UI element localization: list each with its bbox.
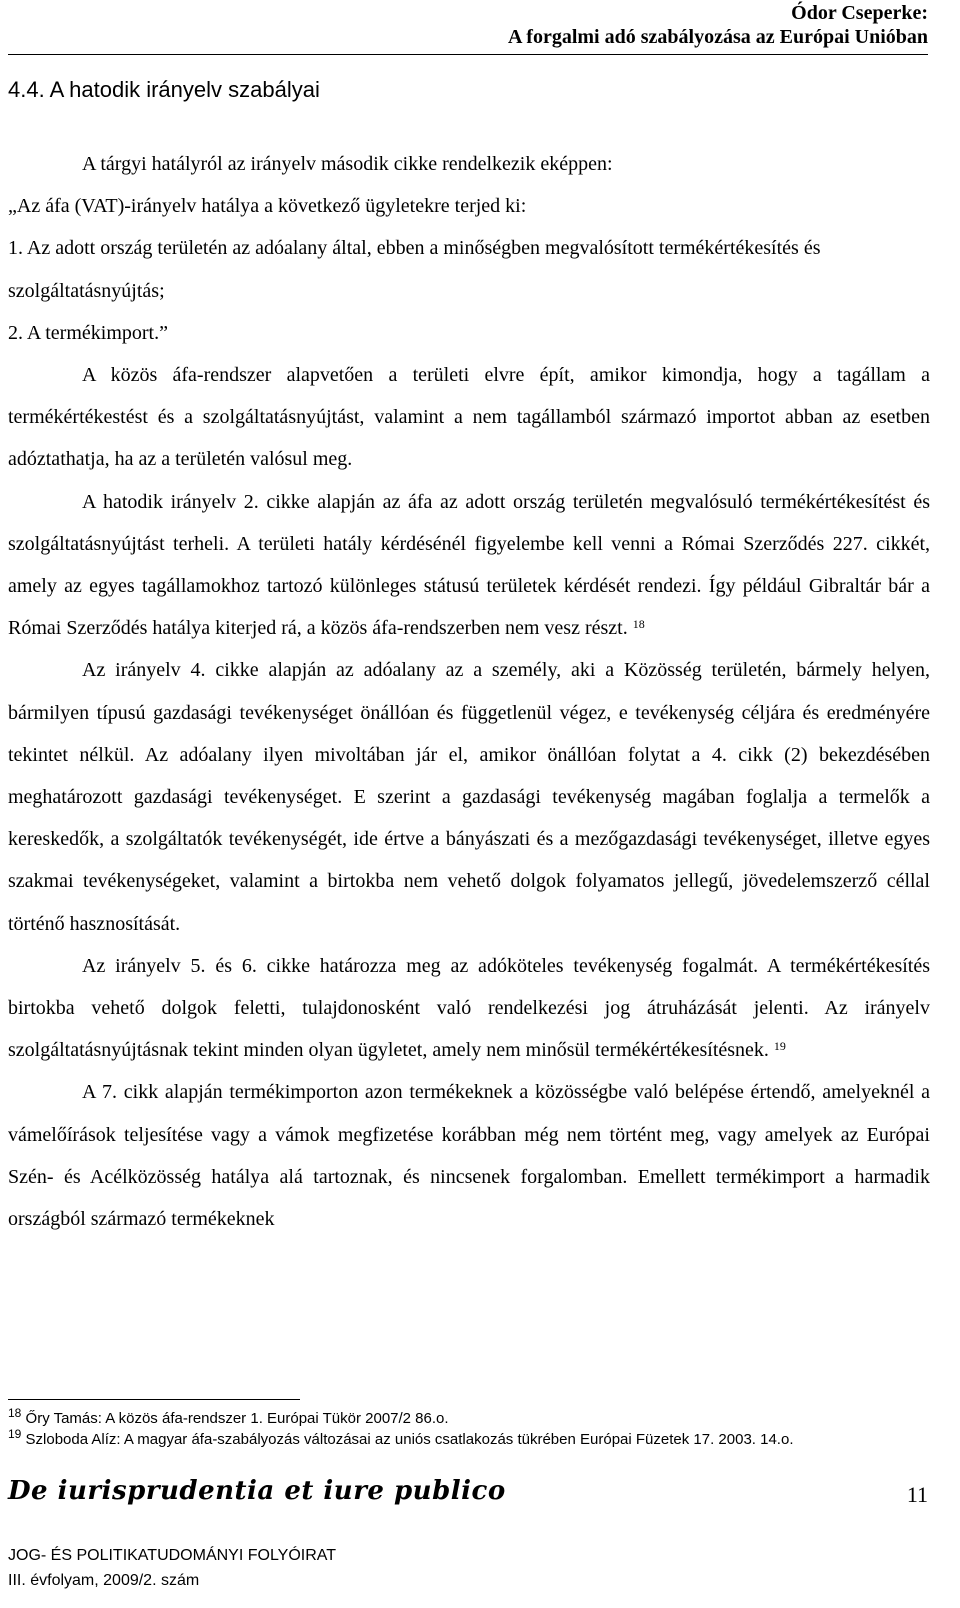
paragraph (8, 945, 930, 1072)
page-number: 11 (906, 1482, 928, 1507)
journal-title: De iurisprudentia et iure publico (8, 1476, 506, 1506)
footnote-number: 18 (8, 1406, 22, 1420)
header-rule (8, 54, 928, 55)
paragraph: A 7. cikk alapján termékimporton azon termékeknek a közösségbe való belépése értendő, amelyeknél a vámelőírások teljesítése vagy a vámok megfizetése korábban még nem történt meg, vagy amelyek az Európai Szén- és Acélközösség hatálya alá tartoznak, és nincsenek forgalomban. Emellett termékimport a harmadik országból származó termékeknek (8, 1081, 930, 1231)
paragraph-text: Az irányelv 5. és 6. cikke határozza meg az adóköteles tevékenység fogalmát. A termékértékesítés birtokba vehető dolgok feletti, tulajdonosként való rendelkezési jog átruházását jelenti. Az irányelv szolgáltatásnyújtásnak tekint minden olyan ügyletet, amely nem minősül termékértékesítésnek. (8, 954, 930, 1062)
paragraph: Az irányelv 4. cikke alapján az adóalany az a személy, aki a Közösség területén, bármely helyen, bármilyen típusú gazdasági tevékenységet önállóan és függetlenül végez, e tevékenység céljára és eredményére tekintet nélkül. Az adóalany ilyen mivoltában jár el, amikor önállóan folytat a 4. cikk (2) bekezdésében meghatározott gazdasági tevékenységet. E szerint a gazdasági tevékenység magában foglalja a termelők a kereskedők, a szolgáltatók tevékenységét, ide értve a bányászati és a mezőgazdasági tevékenységet, illetve egyes szakmai tevékenységeket, valamint a birtokba nem vehető dolgok folyamatos jellegű, jövedelemszerző céllal történő hasznosítását. (8, 659, 930, 935)
footnote-number: 19 (8, 1427, 22, 1441)
header-title: A forgalmi adó szabályozása az Európai Unióban (507, 26, 928, 48)
footnote (8, 1429, 933, 1450)
footnote-text: Szloboda Alíz: A magyar áfa-szabályozás változásai az uniós csatlakozás tükrében Európai Füzetek 17. 2003. 14.o. (25, 1431, 794, 1448)
journal-issue: III. évfolyam, 2009/2. szám (8, 1572, 200, 1589)
quote-intro: „Az áfa (VAT)-irányelv hatálya a következő ügyletekre terjed ki: (8, 195, 527, 218)
header-author: Ódor Cseperke: (791, 2, 928, 24)
paragraph: A tárgyi hatályról az irányelv második cikke rendelkezik eképpen: (82, 153, 613, 175)
footnote-text: Őry Tamás: A közös áfa-rendszer 1. Európai Tükör 2007/2 86.o. (25, 1410, 449, 1427)
paragraph (8, 481, 930, 650)
list-item: 1. Az adott ország területén az adóalany által, ebben a minőségben megvalósított termékértékesítés és szolgáltatásnyújtás; (8, 237, 821, 302)
journal-subtitle: JOG- ÉS POLITIKATUDOMÁNYI FOLYÓIRAT (8, 1547, 337, 1564)
footnote (8, 1408, 933, 1429)
section-heading: 4.4. A hatodik irányelv szabályai (8, 77, 320, 102)
footnotes (8, 1408, 933, 1450)
footnote-ref[interactable]: 19 (773, 1039, 786, 1054)
body-text (8, 143, 930, 1240)
list-item: 2. A termékimport.” (8, 321, 168, 344)
paragraph-text: A hatodik irányelv 2. cikke alapján az áfa az adott ország területén megvalósuló termékértékesítést és szolgáltatásnyújtást terheli. A területi hatály kérdésénél figyelembe kell venni a Római Szerződés 227. cikkét, amely az egyes tagállamokhoz tartozó különleges státusú területek kérdését rendezi. Így például Gibraltár bár a Római Szerződés hatálya kiterjed rá, a közös áfa-rendszerben nem vesz részt. (8, 490, 930, 640)
footnote-ref[interactable]: 18 (632, 617, 645, 632)
footnote-rule (8, 1399, 300, 1400)
paragraph: A közös áfa-rendszer alapvetően a területi elvre épít, amikor kimondja, hogy a tagállam a termékértékestést és a szolgáltatásnyújtást, valamint a nem tagállamból származó importot abban az esetben adóztathatja, ha az a területén valósul meg. (8, 364, 930, 471)
